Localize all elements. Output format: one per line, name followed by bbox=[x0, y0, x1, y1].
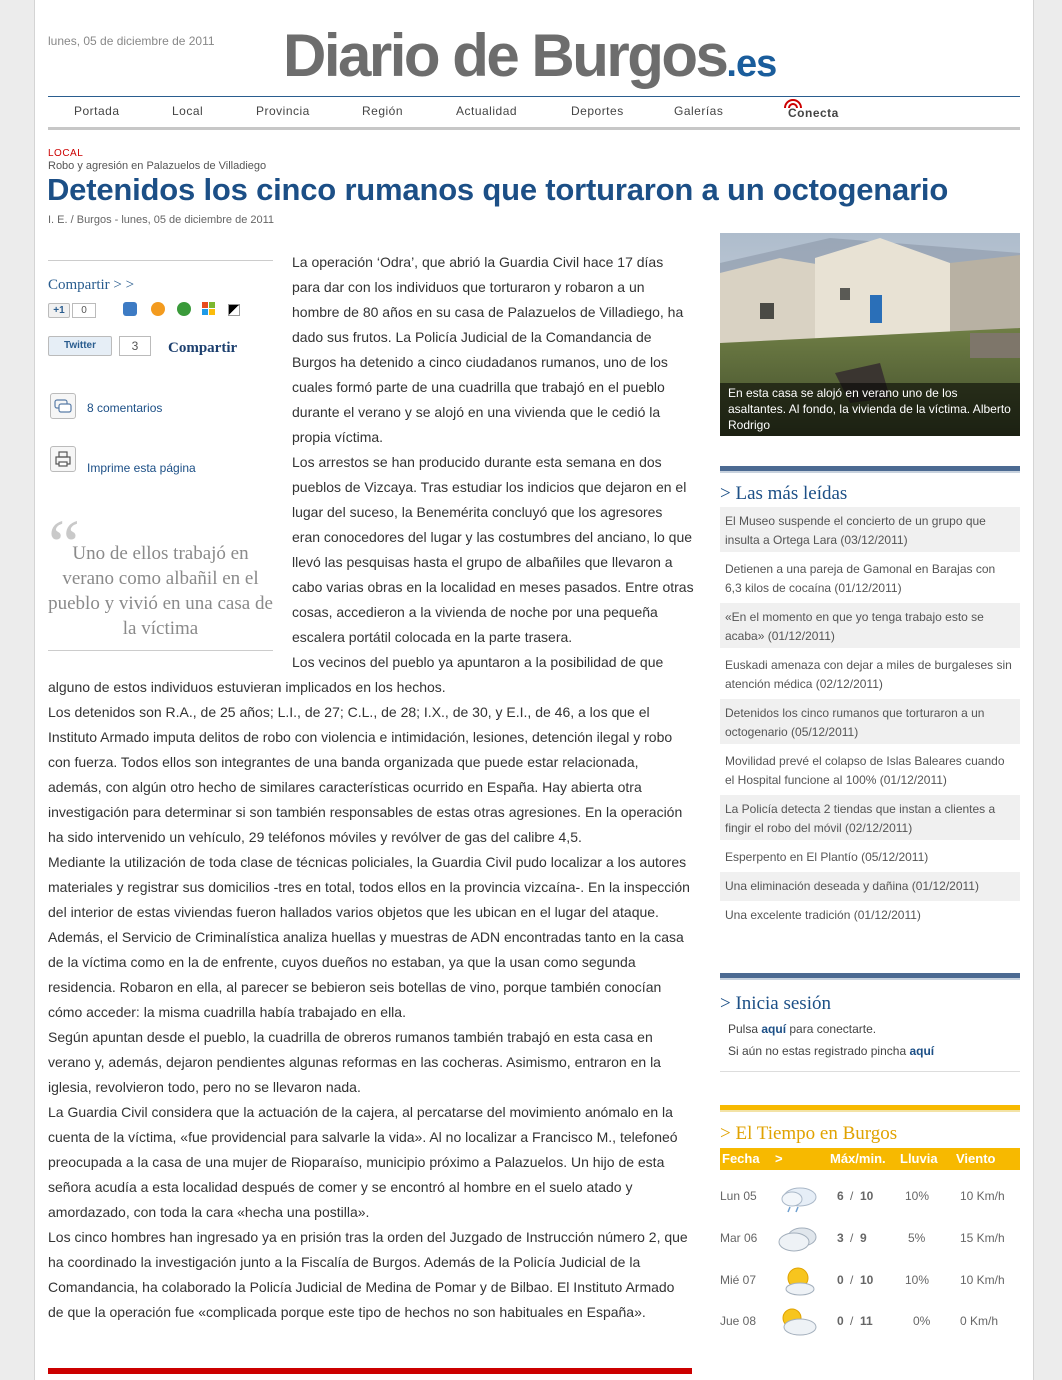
weather-max: 0 bbox=[837, 1273, 844, 1287]
article-section[interactable]: LOCAL bbox=[48, 148, 84, 159]
weather-min: 9 bbox=[860, 1231, 867, 1245]
nav-actualidad[interactable]: Actualidad bbox=[456, 104, 518, 118]
pullquote: Uno de ellos trabajó en verano como albañil en el pueblo y vivió en una casa de la víctima bbox=[48, 543, 273, 639]
weather-day: Mié 07 bbox=[720, 1273, 757, 1287]
weather-wind: 15 Km/h bbox=[960, 1231, 1005, 1245]
article-paragraph: La operación ‘Odra’, que abrió la Guardia Civil hace 17 días para dar con los individuos que torturaron y robaron a un hombre de 80 años en su casa de Palazuelos de Villadiego, ha dado sus frutos. La Policía Judicial de la Comandancia de Burgos ha detenido a cinco ciudadanos rumanos, uno de los cuales formó parte de una cuadrilla que trabajó en el pueblo durante el verano y se alojó en una vivienda que le cedió la propia víctima. bbox=[292, 254, 684, 445]
sun-cloud-icon bbox=[776, 1265, 820, 1293]
share-icon-3[interactable] bbox=[177, 302, 191, 316]
weather-wind: 10 Km/h bbox=[960, 1189, 1005, 1203]
weather-day: Mar 06 bbox=[720, 1231, 758, 1245]
login-line-1 bbox=[728, 1022, 876, 1036]
weather-col-fecha: Fecha bbox=[722, 1151, 760, 1166]
nav-local[interactable]: Local bbox=[172, 104, 204, 118]
article-body bbox=[48, 675, 692, 1325]
nav-portada[interactable]: Portada bbox=[74, 104, 120, 118]
login-divider bbox=[720, 1071, 1020, 1072]
article-lead bbox=[292, 250, 694, 675]
logo-main: Diario de Burgos bbox=[283, 22, 727, 89]
register-text: Si aún no estas registrado pincha bbox=[728, 1044, 910, 1058]
most-read-bar bbox=[720, 466, 1020, 473]
weather-col-maxmin: Máx/min. bbox=[830, 1151, 886, 1166]
most-read-item[interactable]: Esperpento en El Plantío (05/12/2011) bbox=[725, 850, 929, 864]
site-logo[interactable] bbox=[283, 24, 776, 96]
twitter-button[interactable]: Twitter bbox=[48, 336, 112, 356]
cloud-rain-icon bbox=[776, 1181, 820, 1209]
compartir-button[interactable]: Compartir bbox=[168, 340, 238, 356]
login-text: para conectarte. bbox=[786, 1022, 877, 1036]
weather-row bbox=[720, 1306, 1020, 1338]
pullquote-divider bbox=[48, 650, 273, 651]
most-read-item[interactable]: Una excelente tradición (01/12/2011) bbox=[725, 908, 921, 922]
weather-title: > El Tiempo en Burgos bbox=[720, 1123, 898, 1144]
login-link[interactable]: aquí bbox=[761, 1022, 787, 1036]
weather-max: 6 bbox=[837, 1189, 844, 1203]
article-subsection: Robo y agresión en Palazuelos de Villadiego bbox=[48, 160, 267, 172]
article-paragraph: Mediante la utilización de toda clase de técnicas policiales, la Guardia Civil pudo localizar a los autores materiales y registrar sus domicilios -tres en total, todos ellos en la provincia vizcaína-. En la inspección del interior de estas viviendas fueron hallados varios objetos que les ubican en el lugar del ataque. Además, el Servicio de Criminalística analiza huellas y muestras de ADN encontradas tanto en la casa de la víctima como en la de enfrente, cuyos dueños no estaban, ya que la usan como segunda residencia. Robaron en ella, al parecer se bebieron seis botellas de vino, porque también conocían cómo acceder: la misma cuadrilla había trabajado en ella. bbox=[48, 854, 690, 1020]
weather-min: 10 bbox=[860, 1189, 874, 1203]
weather-day: Jue 08 bbox=[720, 1314, 757, 1328]
sun-cloud-icon bbox=[776, 1306, 820, 1334]
share-icon-1[interactable] bbox=[123, 302, 137, 316]
most-read-item[interactable]: La Policía detecta 2 tiendas que instan a clientes a fingir el robo del móvil (02/12/2011) bbox=[720, 795, 1020, 840]
print-link[interactable]: Imprime esta página bbox=[87, 461, 196, 475]
header-date: lunes, 05 de diciembre de 2011 bbox=[48, 34, 215, 48]
article-paragraph: Los vecinos del pueblo ya apuntaron a la posibilidad de que bbox=[292, 654, 664, 670]
article-byline: I. E. / Burgos - lunes, 05 de diciembre de 2011 bbox=[48, 214, 275, 226]
weather-bar bbox=[720, 1105, 1020, 1112]
nav-provincia[interactable]: Provincia bbox=[256, 104, 310, 118]
cloud-icon bbox=[776, 1223, 820, 1251]
weather-sep: / bbox=[850, 1231, 854, 1245]
weather-min: 10 bbox=[860, 1273, 874, 1287]
article-paragraph: La Guardia Civil considera que la actuación de la cajera, al percatarse del movimiento anómalo en la cuenta de la víctima, «fue providencial para salvarle la vida». Al no localizar a Francisco M., telefoneó preocupada a la casa de una mujer de Rioparaíso, municipio próximo a Palazuelos. Un hijo de esta señora acudía a esta localidad después de comer y se encontró al hombre en el suelo atado y amordazado, con toda la cara «hecha una postilla». bbox=[48, 1104, 678, 1220]
share-icon-2[interactable] bbox=[151, 302, 165, 316]
most-read-item[interactable]: El Museo suspende el concierto de un grupo que insulta a Ortega Lara (03/12/2011) bbox=[720, 507, 1020, 552]
comments-icon[interactable] bbox=[50, 393, 76, 419]
logo-suffix: .es bbox=[726, 43, 777, 85]
most-read-item[interactable]: Detenidos los cinco rumanos que torturaron a un octogenario (05/12/2011) bbox=[720, 699, 1020, 744]
weather-row bbox=[720, 1265, 1020, 1297]
conecta-label: Conecta bbox=[788, 106, 839, 120]
quote-mark-icon: “ bbox=[48, 505, 80, 585]
nav-region[interactable]: Región bbox=[362, 104, 404, 118]
login-title: > Inicia sesión bbox=[720, 993, 831, 1014]
weather-min: 11 bbox=[860, 1314, 873, 1328]
login-text: Pulsa bbox=[728, 1022, 762, 1036]
share-icon-5[interactable] bbox=[228, 304, 240, 316]
plusone-button[interactable]: +1 bbox=[48, 303, 70, 318]
weather-row bbox=[720, 1181, 1020, 1213]
most-read-item[interactable]: «En el momento en que yo tenga trabajo esto se acaba» (01/12/2011) bbox=[720, 603, 1020, 648]
share-divider bbox=[48, 260, 273, 261]
register-link[interactable]: aquí bbox=[909, 1044, 935, 1058]
nav-conecta[interactable] bbox=[783, 103, 839, 120]
nav-galerias[interactable]: Galerías bbox=[674, 104, 724, 118]
weather-row bbox=[720, 1223, 1020, 1255]
weather-col-arrow[interactable]: > bbox=[775, 1151, 783, 1166]
most-read-item[interactable]: Euskadi amenaza con dejar a miles de burgaleses sin atención médica (02/12/2011) bbox=[725, 658, 1012, 691]
article-paragraph: Los detenidos son R.A., de 25 años; L.I., de 27; C.L., de 28; I.X., de 30, y E.I., de 46, a los que el Instituto Armado imputa delitos de robo con violencia e intimidación, lesiones, detención ilegal y robo con fuerza. Todos ellos son integrantes de una banda organizada que puede estar relacionada, además, con algún otro hecho de similares características ocurrido en España. Hay abierta otra investigación para determinar si son también responsables de estas otras agresiones. En la operación ha sido intervenido un vehículo, 29 teléfonos móviles y revólver de gas del calibre 4,5. bbox=[48, 704, 683, 845]
weather-col-viento: Viento bbox=[956, 1151, 996, 1166]
login-bar bbox=[720, 973, 1020, 980]
share-label[interactable]: Compartir > > bbox=[48, 277, 135, 293]
twitter-count: 3 bbox=[119, 336, 151, 356]
article-paragraph: alguno de estos individuos estuvieran implicados en los hechos. bbox=[48, 679, 446, 695]
weather-day: Lun 05 bbox=[720, 1189, 757, 1203]
weather-max: 0 bbox=[837, 1314, 844, 1328]
print-icon[interactable] bbox=[50, 446, 76, 472]
photo-caption: En esta casa se alojó en verano uno de los asaltantes. Al fondo, la vivienda de la víctima. Alberto Rodrigo bbox=[720, 383, 1020, 436]
weather-rain: 10% bbox=[905, 1273, 930, 1287]
article-title: Detenidos los cinco rumanos que torturaron a un octogenario bbox=[47, 172, 949, 207]
weather-header bbox=[720, 1148, 1020, 1170]
plusone-count: 0 bbox=[72, 303, 96, 318]
weather-rain: 0% bbox=[913, 1314, 931, 1328]
weather-sep: / bbox=[850, 1314, 854, 1328]
most-read-item[interactable]: Movilidad prevé el colapso de Islas Baleares cuando el Hospital funcione al 100% (01/12/2011) bbox=[725, 754, 1005, 787]
page bbox=[34, 0, 1034, 1380]
weather-max: 3 bbox=[837, 1231, 844, 1245]
share-icon-4[interactable] bbox=[202, 302, 216, 316]
most-read-list bbox=[720, 507, 1020, 932]
login-line-2 bbox=[728, 1044, 934, 1058]
weather-wind: 0 Km/h bbox=[960, 1314, 999, 1328]
nav-deportes[interactable]: Deportes bbox=[571, 104, 624, 118]
article-paragraph: Los arrestos se han producido durante esta semana en dos pueblos de Vizcaya. Tras estudiar los indicios que dejaron en el lugar del suceso, la Benemérita concluyó que los agresores eran conocedores del lugar y las costumbres del anciano, lo que llevó las pesquisas hasta el grupo de albañiles que llevaron a cabo varias obras en la localidad en meses pasados. Entre otras cosas, accedieron a la vivienda de noche por una pequeña escalera portátil colocada en la parte trasera. bbox=[292, 454, 694, 645]
most-read-title: > Las más leídas bbox=[720, 483, 848, 504]
weather-rain: 10% bbox=[905, 1189, 930, 1203]
article-paragraph: Según apuntan desde el pueblo, la cuadrilla de obreros rumanos también trabajó en esta casa en verano y, además, dejaron pendientes algunas reformas en las cocheras. Asimismo, entraron en la iglesia, revolvieron todo, pero no se llevaron nada. bbox=[48, 1029, 661, 1095]
most-read-item[interactable]: Detienen a una pareja de Gamonal en Barajas con 6,3 kilos de cocaína (01/12/2011) bbox=[725, 562, 996, 595]
bottom-bar bbox=[48, 1368, 692, 1374]
main-nav bbox=[48, 96, 1020, 130]
most-read-item[interactable]: Una eliminación deseada y dañina (01/12/2011) bbox=[720, 872, 1020, 901]
article-photo[interactable] bbox=[720, 233, 1020, 436]
comments-link[interactable]: 8 comentarios bbox=[87, 401, 163, 415]
weather-col-lluvia: Lluvia bbox=[900, 1151, 938, 1166]
weather-rain: 5% bbox=[908, 1231, 926, 1245]
weather-sep: / bbox=[850, 1273, 854, 1287]
weather-sep: / bbox=[850, 1189, 854, 1203]
weather-wind: 10 Km/h bbox=[960, 1273, 1005, 1287]
article-paragraph: Los cinco hombres han ingresado ya en prisión tras la orden del Juzgado de Instrucción número 2, que ha coordinado la investigación junto a la Fiscalía de Burgos. Además de la Policía Judicial de la Comandancia, ha colaborado la Policía Judicial de Medina de Pomar y de Bilbao. El Instituto Armado de que la operación fue «complicada porque este tipo de hechos no son habituales en España». bbox=[48, 1229, 688, 1320]
